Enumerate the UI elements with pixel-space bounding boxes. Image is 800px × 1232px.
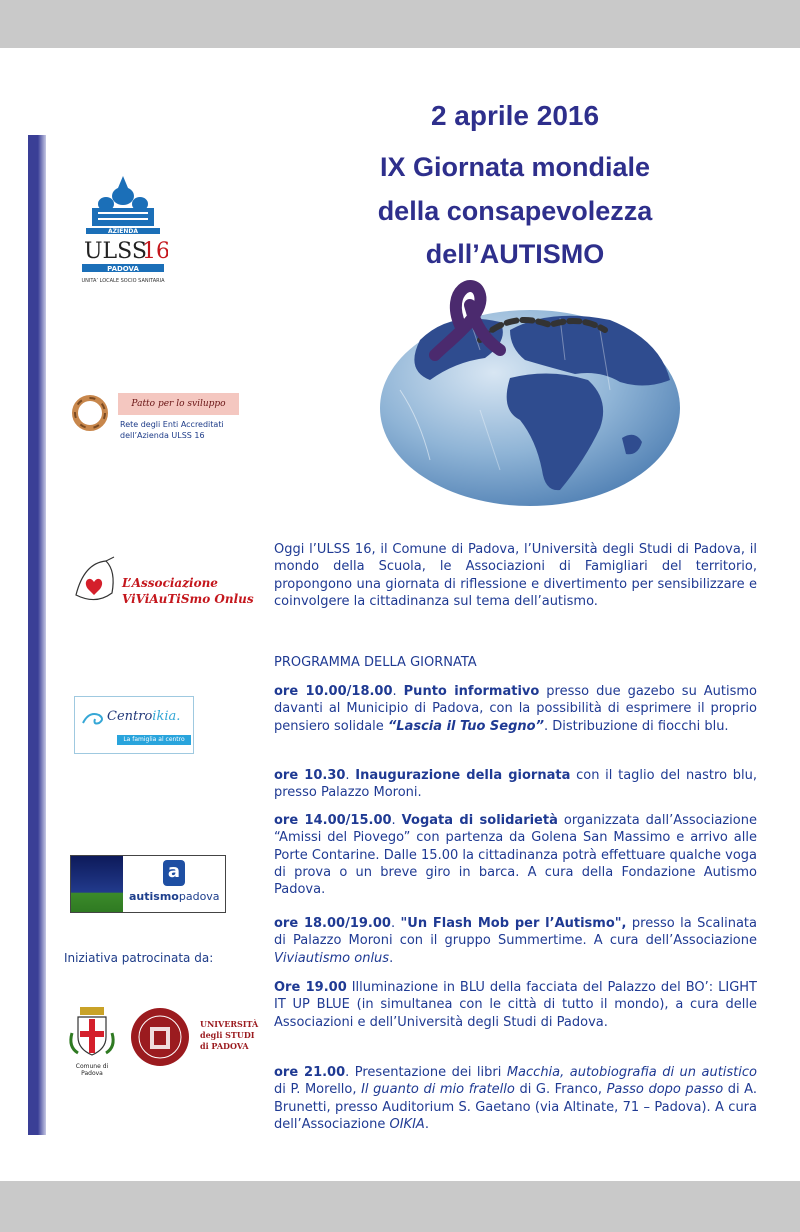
program-item-6-time: ore 21.00 (274, 1065, 346, 1080)
title-line-3: dell’AUTISMO (425, 239, 605, 269)
globe-icon (360, 270, 690, 510)
event-date: 2 aprile 2016 (430, 100, 600, 131)
svg-text:ULSS: ULSS (84, 239, 147, 264)
heart-kite-icon (66, 555, 122, 611)
program-item-2: ore 10.30. Inaugurazione della giornata con il taglio del nastro blu, presso Palazzo Moroni. (274, 768, 757, 801)
program-item-6-text-b: di P. Morello, (274, 1082, 362, 1098)
program-item-5-time: Ore 19.00 (274, 980, 347, 995)
program-item-6-text-d: di A. Brunetti, presso Auditorium S. Gaetano (via Altinate, 71 – Padova). A cura dell’Associazione (274, 1082, 757, 1132)
program-item-3: ore 14.00/15.00. Vogata di solidarietà organizzata dall’Associazione “Amissi del Piovego” con partenza da Golena San Massimo e arrivo alle Porte Contarine. Dalle 15.00 la cittadinanza potrà effettuare qualche voga di prova o un breve giro in barca. A cura della Fondazione Autismo Padova. (274, 813, 757, 898)
autismo-padova-letter: a (163, 860, 185, 886)
comune-label: Comune di Padova (75, 1063, 109, 1077)
wave-swirl-icon (81, 709, 107, 729)
program-item-1-text-b: . Distribuzione di fiocchi blu. (543, 718, 729, 734)
oikia-name (107, 709, 180, 724)
program-item-2-text: con il taglio del nastro blu, presso Palazzo Moroni. (274, 768, 757, 801)
viviautismo-logo (66, 555, 254, 611)
program-item-6-text-a: . Presentazione dei libri (345, 1065, 507, 1080)
city-crest-icon (64, 1003, 120, 1061)
program-item-6-assoc: OIKIA (389, 1116, 425, 1132)
program-item-3-text: organizzata dall’Associazione “Amissi del Piovego” con partenza da Golena San Massimo e arrivo alle Porte Contarine. Dalle 15.00 la cittadinanza potrà effettuare qualche voga di prova o un breve giro in barca. A cura della Fondazione Autismo Padova. (274, 813, 757, 898)
autismo-word: autismo (129, 890, 179, 903)
program-item-4-text-b: . (389, 950, 394, 966)
program-item-6-text-e: . (424, 1116, 429, 1132)
hands-circle-icon (64, 390, 116, 436)
bottom-gray-band (0, 1181, 800, 1232)
unipd-logo (128, 1005, 263, 1069)
program-item-3-title: Vogata di solidarietà (401, 813, 558, 828)
patto-subtitle-line-1: Rete degli Enti Accreditati (120, 420, 224, 429)
svg-text:AZIENDA: AZIENDA (108, 228, 138, 235)
oikia-name-a: Centro (107, 709, 153, 724)
program-item-4-title: "Un Flash Mob per l’Autismo", (400, 916, 627, 931)
unipd-line-2: degli STUDI (200, 1030, 255, 1040)
centro-oikia-logo (74, 696, 194, 754)
viviautismo-line-2: ViViAuTiSmo Onlus (122, 592, 254, 606)
program-item-5 (274, 979, 757, 1031)
patto-sviluppo-logo (64, 390, 244, 450)
program-item-4-text-a: presso la Scalinata di Palazzo Moroni con il gruppo Summertime. A cura dell’Associazione (274, 916, 757, 949)
program-item-5-text: Illuminazione in BLU della facciata del Palazzo del BO’: LIGHT IT UP BLUE (in simultanea con le città di tutto il mondo), a cura delle Associazioni e dell’Università degli Studi di Padova. (274, 980, 757, 1030)
patronage-label: Iniziativa patrocinata da: (64, 951, 214, 965)
ulss-basilica-icon (78, 168, 168, 290)
autismo-padova-name (129, 890, 220, 903)
svg-text:UNITA’ LOCALE SOCIO SANITARIA: UNITA’ LOCALE SOCIO SANITARIA (81, 278, 165, 284)
program-item-1-quote: “Lascia il Tuo Segno” (387, 718, 544, 734)
program-heading: PROGRAMMA DELLA GIORNATA (274, 655, 477, 670)
ulss16-logo (78, 168, 168, 290)
side-blue-stripe (28, 135, 46, 1135)
program-item-6-text-c: di G. Franco, (514, 1082, 607, 1098)
unipd-name (200, 1019, 258, 1052)
comune-padova-logo (64, 1003, 120, 1077)
patto-title: Patto per lo sviluppo (118, 393, 239, 415)
program-item-6-book-2: Il guanto di mio fratello (361, 1082, 515, 1098)
program-item-4-time: ore 18.00/19.00 (274, 916, 391, 931)
program-item-6-book-1: Macchia, autobiografia di un autistico (506, 1065, 757, 1080)
svg-text:PADOVA: PADOVA (107, 265, 139, 273)
title-line-2: della consapevolezza (377, 196, 653, 226)
autism-ribbon-globe-illustration (360, 270, 690, 510)
program-item-4: ore 18.00/19.00. "Un Flash Mob per l’Autismo", presso la Scalinata di Palazzo Moroni con il gruppo Summertime. A cura dell’Associazione Viviautismo onlus. (274, 916, 757, 966)
patto-subtitle-line-2: dell’Azienda ULSS 16 (120, 431, 205, 440)
title-line-1: IX Giornata mondiale (379, 152, 651, 182)
university-seal-icon (128, 1005, 192, 1069)
program-item-1-time: ore 10.00/18.00 (274, 684, 393, 699)
program-item-6-book-3: Passo dopo passo (606, 1082, 724, 1098)
program-item-3-time: ore 14.00/15.00 (274, 813, 392, 828)
oikia-tagline: La famiglia al centro (117, 735, 191, 745)
padova-word: padova (178, 890, 220, 903)
night-scene-icon (71, 856, 123, 912)
viviautismo-line-1: L’Associazione (122, 576, 218, 590)
program-item-4-italic: Viviautismo onlus (274, 950, 390, 966)
program-item-1: ore 10.00/18.00. Punto informativo presso due gazebo su Autismo davanti al Municipio di Padova, con la possibilità di esprimere il proprio pensiero solidale “Lascia il Tuo Segno”. Distribuzione di fiocchi blu. (274, 684, 758, 734)
intro-paragraph: Oggi l’ULSS 16, il Comune di Padova, l’Università degli Studi di Padova, il mondo della Scuola, le Associazioni di Famigliari del territorio, propongono una giornata di riflessione e divertimento per sensibilizzare e coinvolgere la cittadinanza sul tema dell’autismo. (274, 542, 757, 609)
program-item-2-time: ore 10.30 (274, 768, 346, 783)
autismo-padova-logo (70, 855, 226, 913)
unipd-line-1: UNIVERSITÀ (200, 1019, 259, 1029)
svg-text:16: 16 (142, 239, 168, 264)
top-gray-band (0, 0, 800, 48)
patto-subtitle (120, 419, 244, 441)
program-item-1-text-a: presso due gazebo su Autismo davanti al Municipio di Padova, con la possibilità di esprimere il proprio pensiero solidale (274, 684, 758, 734)
oikia-name-b: ikia. (152, 709, 181, 724)
program-item-1-title: Punto informativo (403, 684, 540, 699)
program-item-2-title: Inaugurazione della giornata (355, 768, 571, 783)
viviautismo-name (122, 575, 254, 607)
unipd-line-3: di PADOVA (200, 1041, 249, 1051)
program-item-6 (274, 1064, 757, 1133)
